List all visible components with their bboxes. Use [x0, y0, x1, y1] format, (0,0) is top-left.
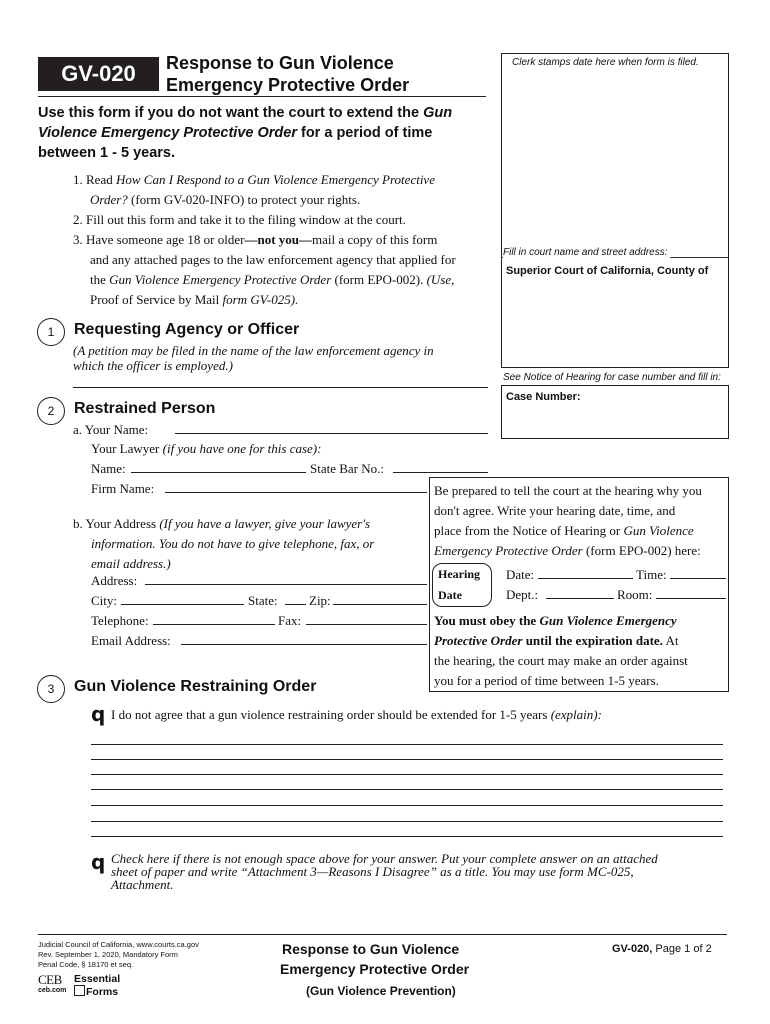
section-2-title: Restrained Person: [74, 400, 216, 417]
zip-label: Zip:: [309, 593, 331, 608]
form-code-badge: GV-020: [38, 57, 159, 91]
instruction-1-cont: Order? (form GV-020-INFO) to protect your rights.: [90, 192, 361, 207]
instruction-1: 1. Read How Can I Respond to a Gun Violence Emergency Protective: [73, 172, 435, 187]
section-1-note: (A petition may be filed in the name of the law enforcement agency in which the officer is employed.): [73, 343, 434, 373]
hearing-tag-text: Hearing: [438, 567, 480, 581]
footer-page-info: GV-020, Page 1 of 2: [612, 943, 712, 955]
firm-name-field[interactable]: [165, 492, 427, 493]
hearing-date-label: Date:: [506, 567, 535, 582]
state-field[interactable]: [285, 604, 306, 605]
form-title-line1: Response to Gun Violence: [166, 53, 394, 73]
section-3-title: Gun Violence Restraining Order: [74, 678, 317, 695]
instruction-3-cont3: Proof of Service by Mail form GV-025).: [90, 292, 299, 307]
hearing-instructions: Be prepared to tell the court at the hearing why you don't agree. Write your hearing date, time, and place from the Notice of Hearing or Gun Violence Emergency Protective Order (form EPO-002) here:: [434, 483, 702, 558]
clerk-stamp-label: Clerk stamps date here when form is filed.: [512, 57, 699, 68]
address-label: Address:: [91, 573, 138, 588]
explain-line-2[interactable]: [91, 759, 723, 760]
email-label: Email Address:: [91, 633, 171, 648]
footer-subtitle: (Gun Violence Prevention): [306, 984, 456, 998]
hearing-room-field[interactable]: [656, 598, 726, 599]
hearing-room-label: Room:: [617, 587, 653, 602]
your-address-heading: b. Your Address (If you have a lawyer, give your lawyer's information. You do not have to give telephone, fax, or email address.): [73, 516, 375, 571]
essential-forms-logo-mark: [74, 985, 85, 996]
footer-source: Judicial Council of California, www.courts.ca.gov Rev. September 1, 2020, Mandatory Form Penal Code, § 18170 et seq.: [38, 940, 199, 969]
hearing-dept-label: Dept.:: [506, 587, 539, 602]
telephone-field[interactable]: [153, 624, 275, 625]
firm-name-label: Firm Name:: [91, 481, 155, 496]
must-obey-notice: You must obey the Gun Violence Emergency Protective Order until the expiration date. At the hearing, the court may make an order against you for a period of time between 1-5 years.: [434, 613, 688, 688]
instruction-3-cont2: the Gun Violence Emergency Protective Order (form EPO-002). (Use,: [90, 272, 455, 287]
state-label: State:: [248, 593, 278, 608]
section-1-title: Requesting Agency or Officer: [74, 321, 300, 338]
intro-text: Use this form if you do not want the court to extend the Gun Violence Emergency Protective Order for a period of time between 1 - 5 years.: [38, 105, 453, 161]
more-space-text: Check here if there is not enough space above for your answer. Put your complete answer on an attached sheet of paper and write “Attachment 3—Reasons I Disagree” as a title. You may use form MC-025, Attachment.: [111, 851, 658, 892]
your-lawyer-label: Your Lawyer (if you have one for this case):: [91, 441, 322, 456]
instructions-list: [73, 170, 493, 310]
clerk-stamp-box[interactable]: [501, 53, 729, 368]
explain-line-7[interactable]: [91, 836, 723, 837]
section-3-number: 3: [37, 675, 65, 703]
instruction-3-cont1: and any attached pages to the law enforcement agency that applied for: [90, 252, 456, 267]
your-name-label: a. Your Name:: [73, 422, 149, 437]
zip-field[interactable]: [333, 604, 427, 605]
lawyer-name-label: Name:: [91, 461, 126, 476]
court-name-value[interactable]: Superior Court of California, County of: [506, 265, 709, 277]
form-title-line2: Emergency Protective Order: [166, 75, 410, 95]
footer-title-line1: Response to Gun Violence: [282, 941, 460, 957]
state-bar-field[interactable]: [393, 472, 488, 473]
state-bar-label: State Bar No.:: [310, 461, 385, 476]
explain-line-5[interactable]: [91, 805, 723, 806]
explain-line-4[interactable]: [91, 789, 723, 790]
instruction-3: 3. Have someone age 18 or older—not you—mail a copy of this form: [73, 232, 438, 247]
explain-line-3[interactable]: [91, 774, 723, 775]
case-number-hint: See Notice of Hearing for case number and fill in:: [503, 372, 721, 383]
date-tag-text: Date: [438, 588, 462, 602]
email-field[interactable]: [181, 644, 427, 645]
essential-forms-logo: Essential Forms: [74, 973, 121, 998]
city-field[interactable]: [121, 604, 244, 605]
lawyer-name-field[interactable]: [131, 472, 306, 473]
fax-field[interactable]: [306, 624, 427, 625]
footer-title-line2: Emergency Protective Order: [280, 961, 470, 977]
telephone-label: Telephone:: [91, 613, 149, 628]
explain-line-6[interactable]: [91, 821, 723, 822]
explain-line-1[interactable]: [91, 744, 723, 745]
fax-label: Fax:: [278, 613, 302, 628]
header-rule: [38, 96, 486, 97]
instruction-2: 2. Fill out this form and take it to the filing window at the court.: [73, 212, 406, 227]
hearing-dept-field[interactable]: [546, 598, 614, 599]
requesting-agency-field[interactable]: [73, 387, 488, 388]
city-label: City:: [91, 593, 118, 608]
hearing-date-field[interactable]: [538, 578, 633, 579]
disagree-text: I do not agree that a gun violence restraining order should be extended for 1-5 years (explain):: [111, 707, 602, 722]
more-space-checkbox[interactable]: q: [91, 850, 106, 874]
address-field[interactable]: [145, 584, 427, 585]
hearing-time-label: Time:: [636, 567, 667, 582]
disagree-checkbox[interactable]: q: [91, 702, 106, 726]
your-name-field[interactable]: [175, 433, 488, 434]
hearing-time-field[interactable]: [670, 578, 726, 579]
case-number-label: Case Number:: [506, 391, 581, 403]
ceb-logo: CEB ceb.com: [38, 972, 67, 994]
section-1-number: 1: [37, 318, 65, 346]
section-2-number: 2: [37, 397, 65, 425]
court-name-label: Fill in court name and street address:: [503, 247, 668, 258]
footer-rule: [38, 934, 727, 935]
